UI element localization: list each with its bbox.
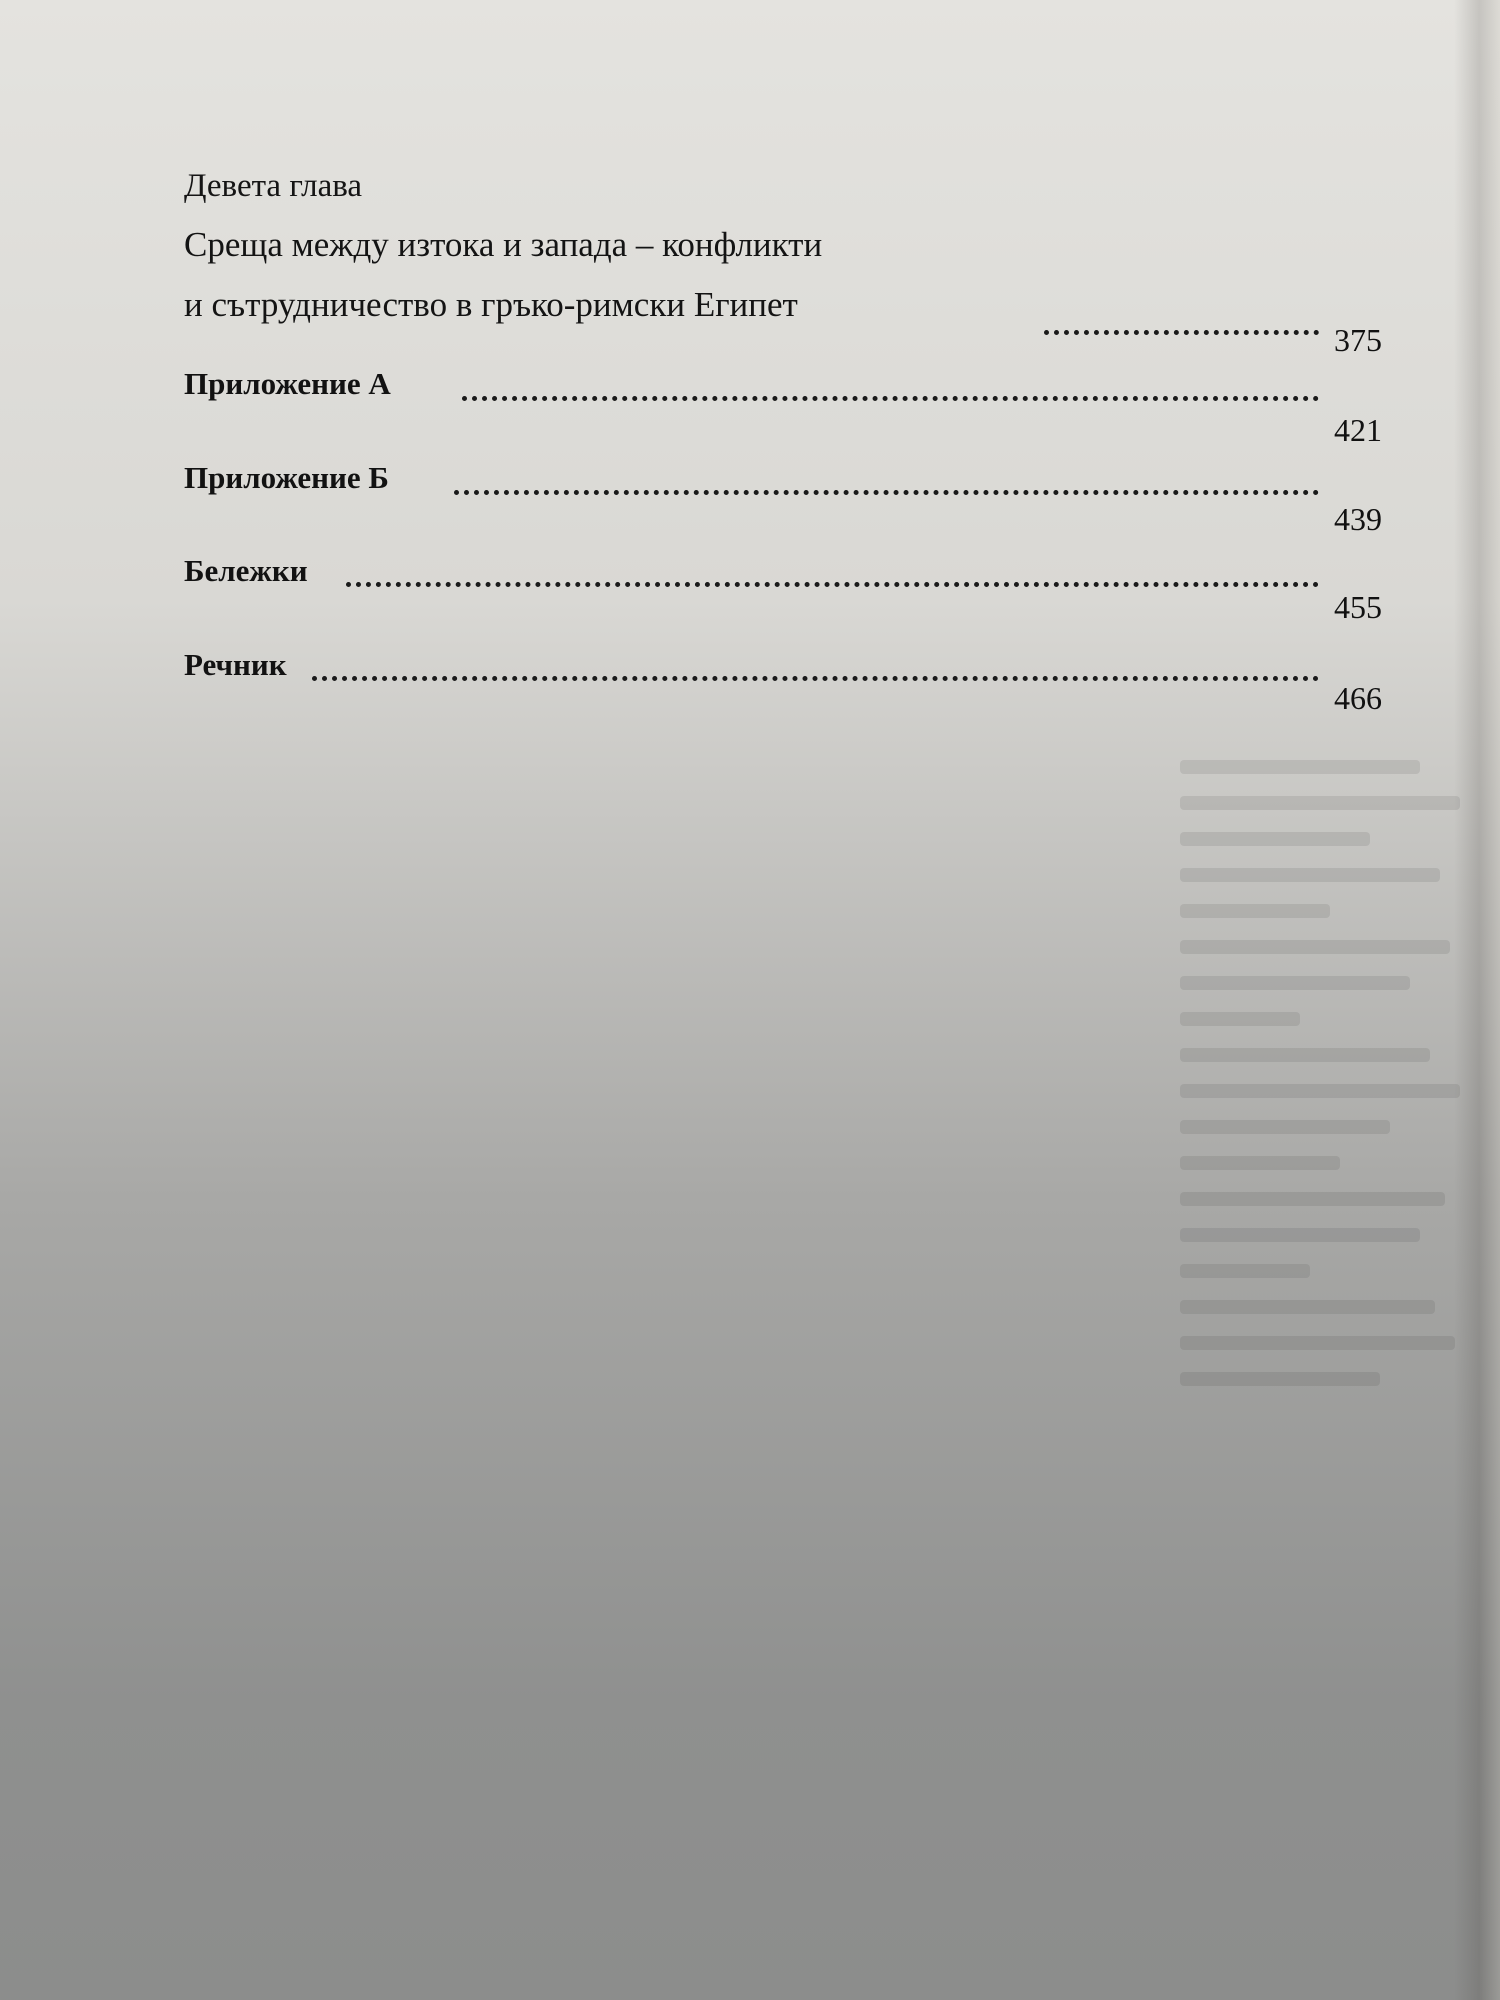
- toc-entry-page: 455: [1334, 589, 1382, 625]
- dot-leader: [454, 490, 1319, 495]
- toc-entry-title: Приложение А: [184, 366, 391, 401]
- chapter-page-number: 375: [1334, 322, 1382, 358]
- dot-leader: [1044, 330, 1319, 335]
- chapter-title-line-2: и сътрудничество в гръко-римски Египет: [184, 285, 798, 324]
- chapter-label: Девета глава: [184, 168, 363, 204]
- toc-entry-title: Бележки: [184, 553, 308, 588]
- chapter-title-line-1: Среща между изтока и запада – конфликти: [184, 225, 823, 264]
- table-of-contents: [0, 0, 1500, 800]
- toc-entry-title: Речник: [184, 647, 287, 682]
- toc-entry-page: 439: [1334, 501, 1382, 537]
- toc-entry-page: 421: [1334, 412, 1382, 448]
- show-through-text: [1180, 760, 1480, 1960]
- toc-entry-page: 466: [1334, 680, 1382, 716]
- toc-entry-title: Приложение Б: [184, 460, 389, 495]
- dot-leader: [312, 676, 1319, 681]
- dot-leader: [462, 396, 1319, 401]
- dot-leader: [346, 582, 1319, 587]
